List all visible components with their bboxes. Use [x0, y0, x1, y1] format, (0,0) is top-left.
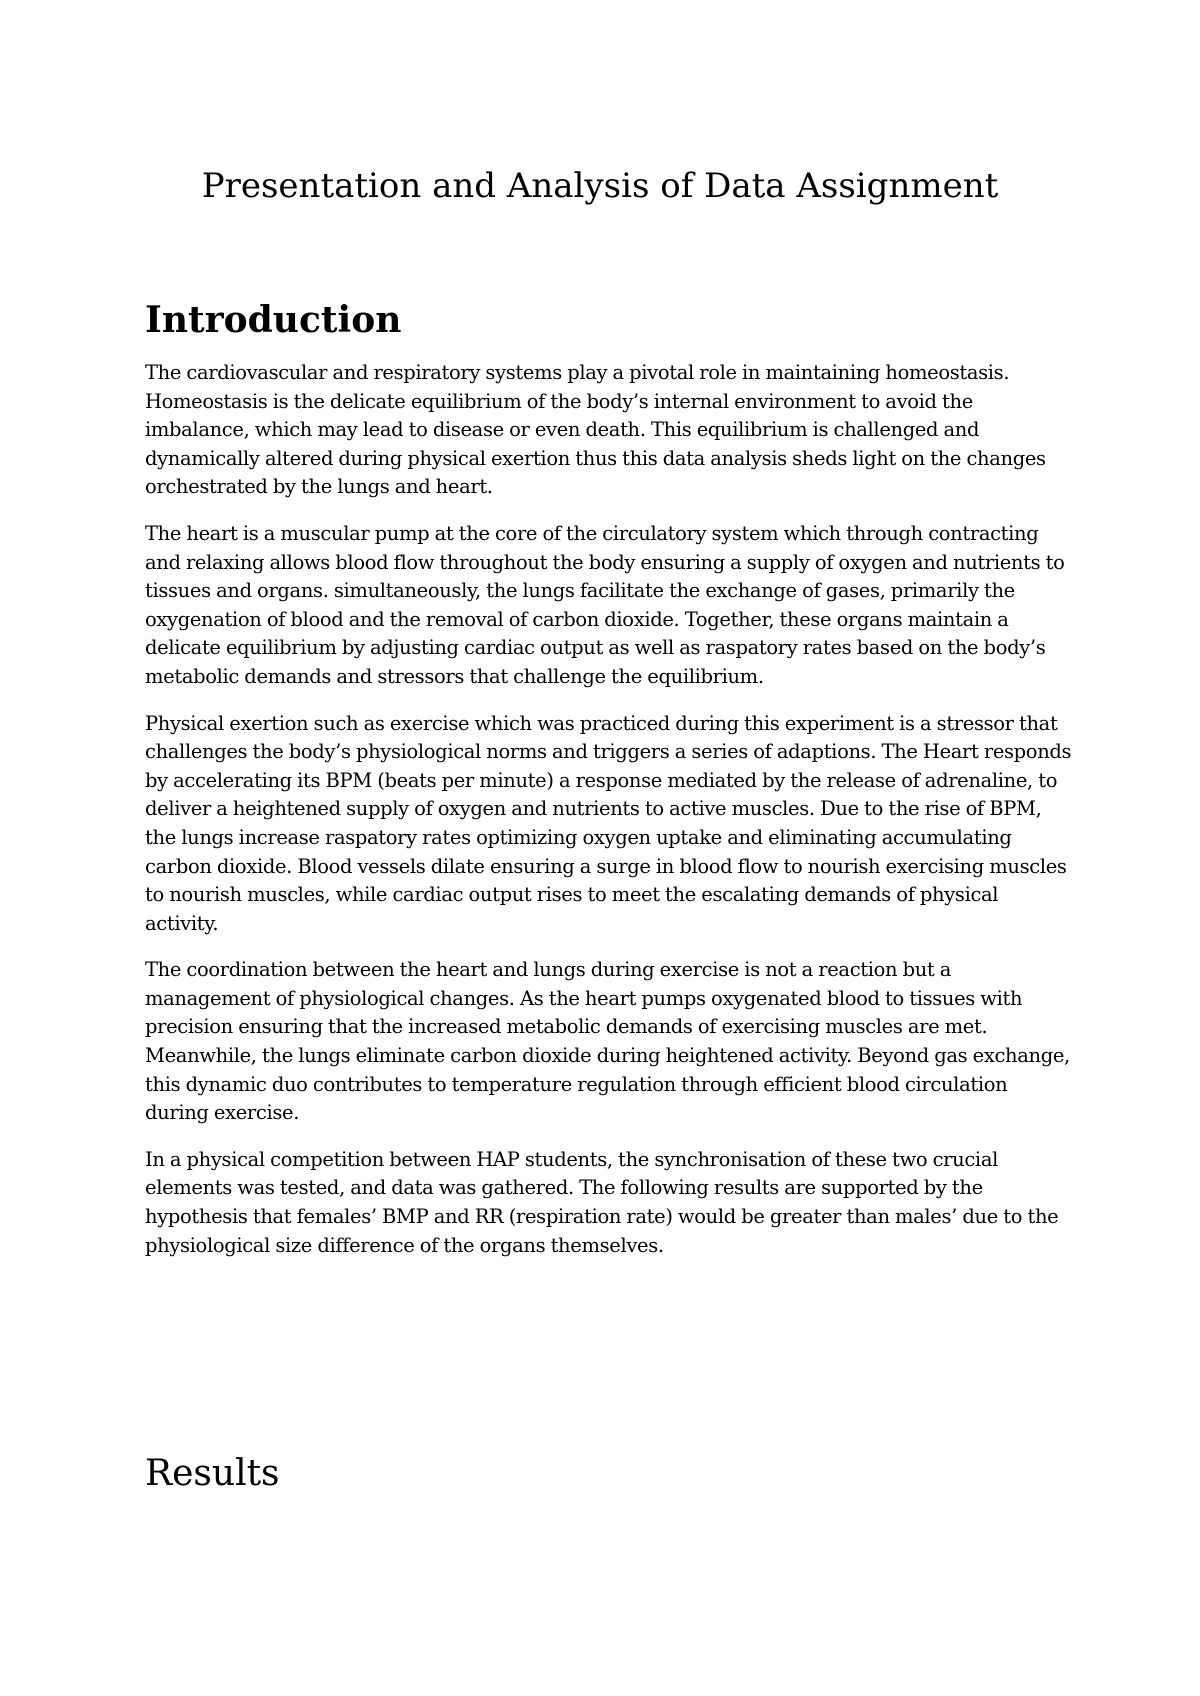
- results-heading: Results: [145, 1453, 280, 1494]
- introduction-body: [145, 359, 1075, 1278]
- paragraph-heart-lungs: The heart is a muscular pump at the core of the circulatory system which through contracting and relaxing allows blood flow throughout the body ensuring a supply of oxygen and nutrients to tissues and organs. simultaneously, the lungs facilitate the exchange of gases, primarily the oxygenation of blood and the removal of carbon dioxide. Together, these organs maintain a delicate equilibrium by adjusting cardiac output as well as raspatory rates based on the body’s metabolic demands and stressors that challenge the equilibrium.: [145, 521, 1065, 688]
- document-title: Presentation and Analysis of Data Assignment: [201, 166, 999, 206]
- paragraph-coordination: The coordination between the heart and lungs during exercise is not a reaction but a management of physiological changes. As the heart pumps oxygenated blood to tissues with precision ensuring that the increased metabolic demands of exercising muscles are met. Meanwhile, the lungs eliminate carbon dioxide during heightened activity. Beyond gas exchange, this dynamic duo contributes to temperature regulation through efficient blood circulation during exercise.: [145, 958, 1070, 1125]
- introduction-heading: Introduction: [145, 299, 402, 341]
- paragraph-hypothesis: In a physical competition between HAP students, the synchronisation of these two crucial elements was tested, and data was gathered. The following results are supported by the hypothesis that females’ BMP and RR (respiration rate) would be greater than males’ due to the physiological size difference of the organs themselves.: [145, 1147, 1059, 1257]
- paragraph-physical-exertion: Physical exertion such as exercise which was practiced during this experiment is a stressor that challenges the body’s physiological norms and triggers a series of adaptions. The Heart responds by accelerating its BPM (beats per minute) a response mediated by the release of adrenaline, to deliver a heightened supply of oxygen and nutrients to active muscles. Due to the rise of BPM, the lungs increase raspatory rates optimizing oxygen uptake and eliminating accumulating carbon dioxide. Blood vessels dilate ensuring a surge in blood flow to nourish exercising muscles to nourish muscles, while cardiac output rises to meet the escalating demands of physical activity.: [145, 711, 1072, 935]
- paragraph-homeostasis: The cardiovascular and respiratory systems play a pivotal role in maintaining homeostasis. Homeostasis is the delicate equilibrium of the body’s internal environment to avoid the imbalance, which may lead to disease or even death. This equilibrium is challenged and dynamically altered during physical exertion thus this data analysis sheds light on the changes orchestrated by the lungs and heart.: [145, 361, 1046, 499]
